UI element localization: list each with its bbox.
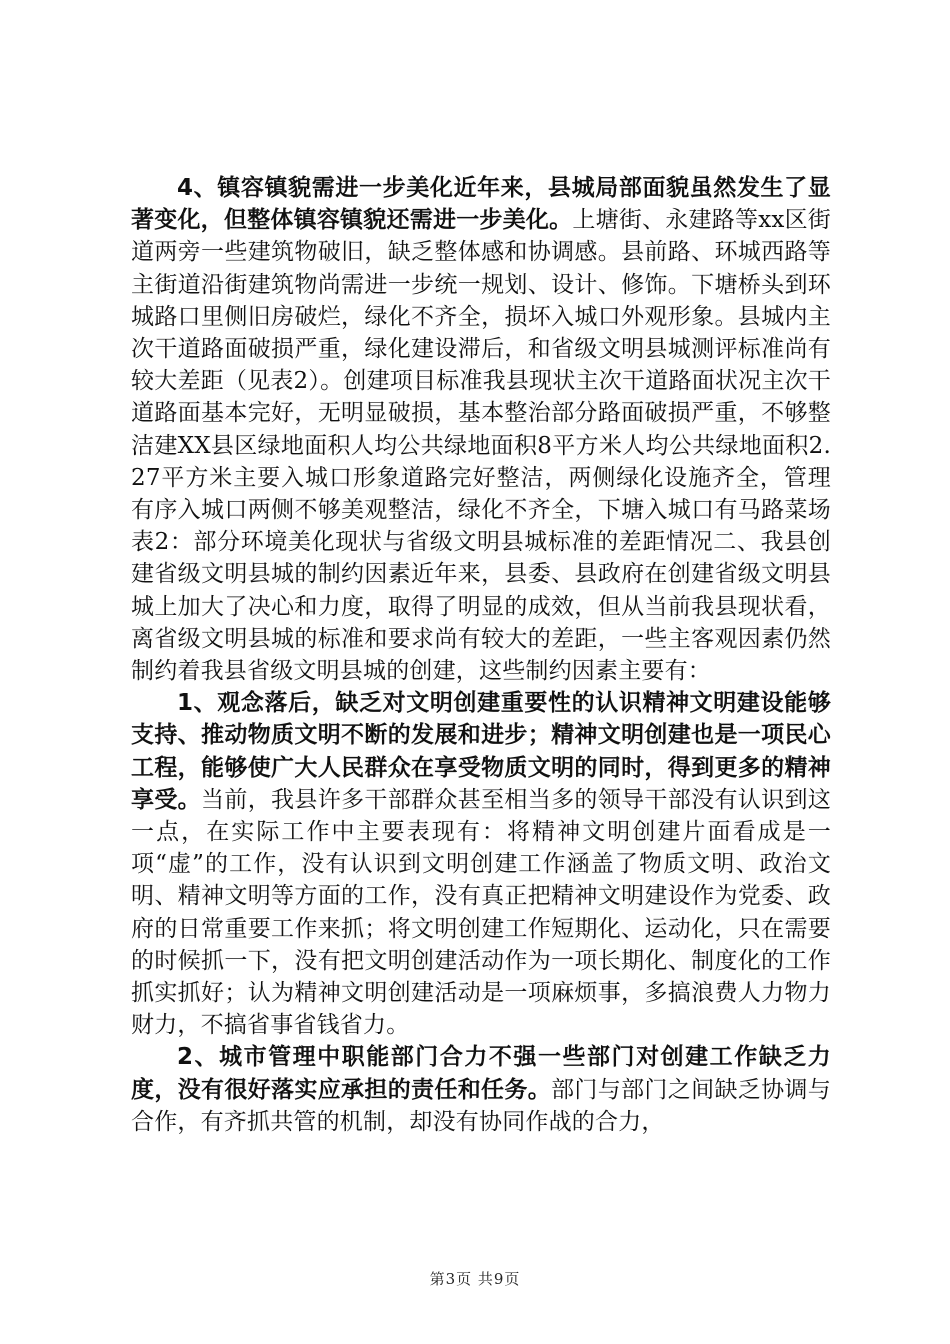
paragraph-text: 当前，我县许多干部群众甚至相当多的领导干部没有认识到这一点，在实际工作中主要表现有：将精神文明创建片面看成是一项“虚”的工作，没有认识到文明创建工作涵盖了物质文明、政治文明、精神文明等方面的工作，没有真正把精神文明建设作为党委、政府的日常重要工作来抓；将文明创建工作短期化、运动化，只在需要的时候抓一下，没有把文明创建活动作为一项长期化、制度化的工作抓实抓好；认为精神文明创建活动是一项麻烦事，多搞浪费人力物力财力，不搞省事省钱省力。: [131, 786, 831, 1039]
paragraph-lead: 4、镇容镇貌需进一步美化近年来，县城局部面貌虽然发生了显著变化，但整体镇容镇貌还需进一步美化。: [131, 175, 831, 234]
paragraph-4-appearance: [131, 172, 831, 687]
paragraph-text: 上塘街、永建路等xx区街道两旁一些建筑物破旧，缺乏整体感和协调感。县前路、环城西路等主街道沿街建筑物尚需进一步统一规划、设计、修饰。下塘桥头到环城路口里侧旧房破烂，绿化不齐全，损坏入城口外观形象。县城内主次干道路面破损严重，绿化建设滞后，和省级文明县城测评标准尚有较大差距（见表2）。创建项目标准我县现状主次干道路面状况主次干道路面基本完好，无明显破损，基本整治部分路面破损严重，不够整洁建XX县区绿地面积人均公共绿地面积8平方米人均公共绿地面积2.27平方米主要入城口形象道路完好整洁，两侧绿化设施齐全，管理有序入城口两侧不够美观整洁，绿化不齐全，下塘入城口有马路菜场表2：部分环境美化现状与省级文明县城标准的差距情况二、我县创建省级文明县城的制约因素近年来，县委、县政府在创建省级文明县城上加大了决心和力度，取得了明显的成效，但从当前我县现状看，离省级文明县城的标准和要求尚有较大的差距，一些主客观因素仍然制约着我县省级文明县城的创建，这些制约因素主要有：: [131, 207, 831, 685]
document-body: [131, 172, 831, 1138]
paragraph-lead: 1、观念落后，缺乏对文明创建重要性的认识精神文明建设能够支持、推动物质文明不断的发展和进步；精神文明创建也是一项民心工程，能够使广大人民群众在享受物质文明的同时，得到更多的精神享受。: [131, 690, 831, 813]
paragraph-text: 部门与部门之间缺乏协调与合作，有齐抓共管的机制，却没有协同作战的合力，: [131, 1076, 831, 1135]
page-number-footer: 第3页 共9页: [429, 1270, 521, 1288]
paragraph-2-management: [131, 1041, 831, 1138]
paragraph-1-concept: [131, 687, 831, 1041]
paragraph-lead: 2、城市管理中职能部门合力不强一些部门对创建工作缺乏力度，没有很好落实应承担的责任和任务。: [131, 1044, 831, 1103]
